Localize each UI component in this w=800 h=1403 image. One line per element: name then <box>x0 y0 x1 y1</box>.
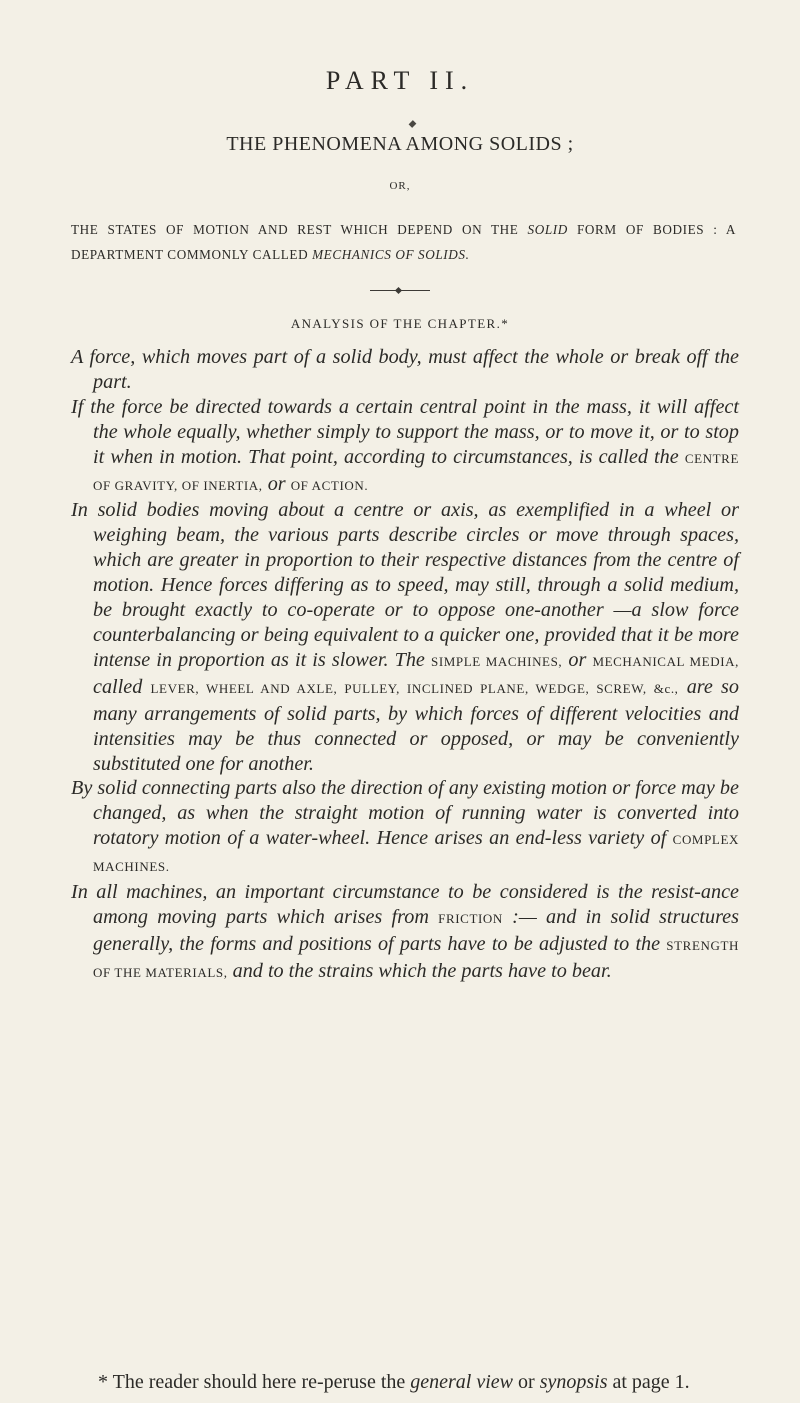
small-caps-term: SIMPLE MACHINES, <box>431 653 563 669</box>
small-caps-term: COMPLEX MACHINES. <box>93 832 739 875</box>
text-span: and to the strains which the parts have to bear. <box>227 959 612 982</box>
small-caps-term: STRENGTH OF THE MATERIALS, <box>93 937 739 980</box>
paragraph-2 <box>71 395 739 499</box>
small-caps-term: FRICTION <box>438 910 503 926</box>
part-title: PART II. <box>325 66 475 95</box>
small-caps-term: CENTRE OF GRAVITY, OF INERTIA, <box>93 450 739 493</box>
chapter-subtitle <box>71 217 736 267</box>
paragraph-1: A force, which moves part of a solid body, must affect the whole or break off the part. <box>71 346 739 393</box>
footnote-text: * The reader should here re-peruse the <box>98 1371 411 1393</box>
small-caps-term: LEVER, WHEEL AND AXLE, PULLEY, INCLINED PLANE, WEDGE, SCREW, &c., <box>150 680 679 696</box>
chapter-title: THE PHENOMENA AMONG SOLIDS ; <box>226 133 574 155</box>
small-caps-term: OF ACTION. <box>290 477 369 493</box>
text-span: called <box>93 675 151 698</box>
footnote-emphasis: synopsis <box>539 1371 608 1393</box>
footnote-text: at page 1. <box>607 1371 690 1393</box>
text-span: are so many arrangements of solid parts, by which forces of different velocities and intensities may be thus connected or opposed, or may be conveniently substituted one for another. <box>93 675 739 775</box>
paragraph-5 <box>71 880 739 986</box>
subtitle-text: FORM OF BODIES : A DEPARTMENT COMMONLY CALLED <box>71 222 736 262</box>
text-span: or <box>262 472 291 495</box>
or-connector: OR, <box>389 180 411 192</box>
small-caps-term: MECHANICAL MEDIA, <box>592 653 739 669</box>
footnote-text: or <box>513 1371 540 1393</box>
footnote-emphasis: general view <box>410 1371 514 1393</box>
ornament-diamond <box>409 120 417 128</box>
paragraph-3 <box>71 498 739 776</box>
paragraph-4 <box>71 776 739 880</box>
text-span: :— and in solid structures generally, the forms and positions of parts have to be adjusted to the <box>93 905 740 955</box>
footnote <box>98 1371 758 1394</box>
subtitle-mechanics: MECHANICS OF SOLIDS. <box>312 247 470 262</box>
section-divider <box>370 290 430 291</box>
text-span: In all machines, an important circumstance to be considered is the resist-ance among moving parts which arises from <box>71 881 739 928</box>
subtitle-solid: SOLID <box>527 222 568 237</box>
subtitle-text: THE STATES OF MOTION AND REST WHICH DEPEND ON THE <box>71 222 528 237</box>
text-span: By solid connecting parts also the direction of any existing motion or force may be changed, as when the straight motion of running water is converted into rotatory motion of a water-wheel. Hence arises an end-less variety of <box>71 777 739 850</box>
text-span: If the force be directed towards a certain central point in the mass, it will affect the whole equally, whether simply to support the mass, or to move it, or to stop it when in motion. That point, according to circumstances, is called the <box>71 395 739 468</box>
text-span: or <box>562 648 593 671</box>
analysis-heading: ANALYSIS OF THE CHAPTER.* <box>290 316 510 331</box>
text-span: In solid bodies moving about a centre or axis, as exemplified in a wheel or weighing beam, the various parts describe circles or move through spaces, which are greater in proportion to their respective distances from the centre of motion. Hence forces differing as to speed, may still, through a solid medium, be brought exactly to co-operate or to oppose one-another —a slow force counterbalancing or being equivalent to a quicker one, provided that it be more intense in proportion as it is slower. The <box>71 499 739 671</box>
analysis-body <box>71 345 739 986</box>
